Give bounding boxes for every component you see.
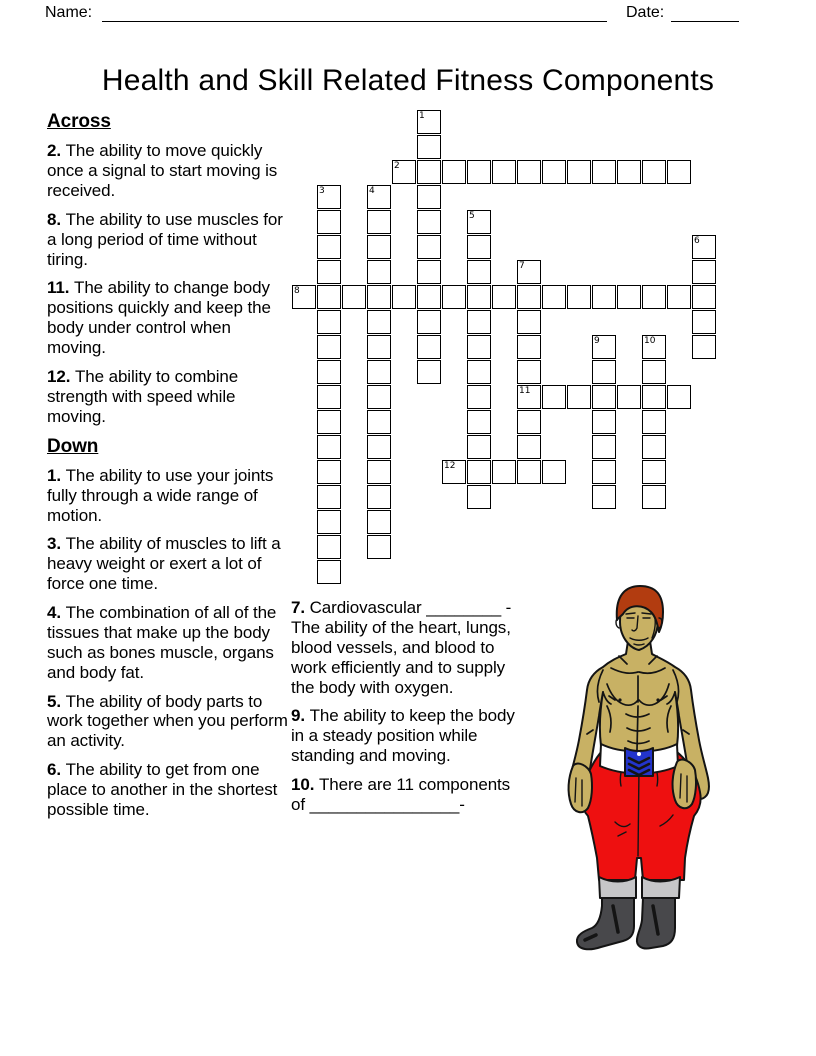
grid-cell[interactable] (567, 160, 591, 184)
grid-cell[interactable] (517, 410, 541, 434)
grid-cell[interactable] (617, 385, 641, 409)
grid-cell[interactable] (317, 210, 341, 234)
clue-number: 2. (47, 141, 61, 161)
grid-cell[interactable] (467, 410, 491, 434)
grid-cell[interactable] (617, 285, 641, 309)
grid-clue-number: 11 (519, 386, 531, 396)
grid-cell[interactable] (517, 460, 541, 484)
grid-cell[interactable] (642, 160, 666, 184)
grid-cell[interactable] (467, 360, 491, 384)
grid-cell[interactable] (417, 160, 441, 184)
page-title: Health and Skill Related Fitness Components (101, 64, 715, 98)
clues-middle-column (291, 598, 519, 824)
grid-cell[interactable] (367, 485, 391, 509)
grid-cell[interactable] (317, 335, 341, 359)
clue-2: 2. The ability to move quickly once a signal to start moving is received. (47, 141, 278, 200)
grid-cell[interactable] (667, 385, 691, 409)
grid-cell[interactable] (567, 285, 591, 309)
grid-cell[interactable] (517, 360, 541, 384)
grid-cell[interactable] (467, 235, 491, 259)
grid-cell[interactable] (642, 360, 666, 384)
grid-cell[interactable] (692, 285, 716, 309)
grid-cell[interactable] (367, 335, 391, 359)
grid-cell[interactable] (542, 285, 566, 309)
man-nipple-left (618, 698, 621, 701)
grid-cell[interactable] (317, 460, 341, 484)
grid-cell[interactable] (417, 235, 441, 259)
grid-cell[interactable] (592, 160, 616, 184)
clues-left-column (47, 111, 290, 829)
grid-cell[interactable] (642, 410, 666, 434)
clue-6: 6. The ability to get from one place to another in the shortest possible time. (47, 760, 278, 819)
grid-cell[interactable] (367, 510, 391, 534)
grid-clue-number: 10 (644, 336, 656, 346)
grid-cell[interactable] (642, 485, 666, 509)
grid-cell[interactable] (317, 560, 341, 584)
grid-cell[interactable] (592, 410, 616, 434)
clue-number: 9. (291, 706, 305, 726)
grid-cell[interactable] (392, 285, 416, 309)
grid-cell[interactable] (417, 310, 441, 334)
clue-number: 7. (291, 598, 305, 617)
grid-cell[interactable] (317, 235, 341, 259)
grid-cell[interactable] (417, 335, 441, 359)
grid-cell[interactable] (492, 460, 516, 484)
grid-cell[interactable] (367, 360, 391, 384)
grid-cell[interactable] (367, 210, 391, 234)
grid-cell[interactable] (467, 310, 491, 334)
grid-cell[interactable] (417, 185, 441, 209)
clue-number: 11. (47, 278, 70, 298)
clue-12: 12. The ability to combine strength with speed while moving. (47, 366, 239, 426)
grid-cell[interactable] (317, 185, 341, 209)
clue-11: 11. The ability to change body positions quickly and keep the body under control when moving. (47, 278, 271, 358)
clue-3: 3. The ability of muscles to lift a heavy weight or exert a lot of force one time. (47, 534, 281, 594)
grid-cell[interactable] (467, 210, 491, 234)
grid-cell[interactable] (642, 435, 666, 459)
grid-cell[interactable] (367, 385, 391, 409)
grid-clue-number: 3 (319, 186, 325, 196)
grid-cell[interactable] (317, 510, 341, 534)
name-blank-line[interactable] (102, 4, 607, 22)
man-hand-right (673, 760, 696, 809)
grid-cell[interactable] (442, 160, 466, 184)
grid-cell[interactable] (467, 160, 491, 184)
date-label: Date: (626, 4, 665, 21)
clue-number: 12. (47, 366, 71, 386)
grid-cell[interactable] (417, 135, 441, 159)
clue-8: 8. The ability to use muscles for a long period of time without tiring. (47, 209, 283, 269)
grid-cell[interactable] (342, 285, 366, 309)
grid-cell[interactable] (467, 385, 491, 409)
grid-cell[interactable] (367, 310, 391, 334)
grid-cell[interactable] (617, 160, 641, 184)
across-clues-list (47, 141, 290, 426)
grid-cell[interactable] (317, 485, 341, 509)
grid-cell[interactable] (592, 385, 616, 409)
grid-cell[interactable] (492, 160, 516, 184)
man-nipple-right (656, 698, 659, 701)
grid-cell[interactable] (392, 160, 416, 184)
clue-number: 4. (47, 603, 61, 623)
grid-cell[interactable] (517, 385, 541, 409)
clue-number: 8. (47, 209, 61, 229)
grid-cell[interactable] (542, 160, 566, 184)
grid-cell[interactable] (567, 385, 591, 409)
date-blank-line[interactable] (671, 4, 739, 22)
clue-9: 9. The ability to keep the body in a steady position while standing and moving. (291, 706, 515, 766)
grid-cell[interactable] (642, 285, 666, 309)
down-clues-list-first (47, 466, 290, 820)
grid-cell[interactable] (642, 460, 666, 484)
grid-cell[interactable] (317, 285, 341, 309)
grid-cell[interactable] (317, 410, 341, 434)
grid-clue-number: 12 (444, 461, 456, 471)
grid-cell[interactable] (592, 485, 616, 509)
grid-cell[interactable] (592, 335, 616, 359)
down-clues-list-second (291, 598, 519, 815)
grid-cell[interactable] (467, 460, 491, 484)
grid-cell[interactable] (642, 335, 666, 359)
clue-number: 1. (47, 465, 61, 485)
grid-clue-number: 7 (519, 261, 525, 271)
clue-5: 5. The ability of body parts to work together when you perform an activity. (47, 691, 288, 751)
grid-cell[interactable] (367, 435, 391, 459)
grid-cell[interactable] (592, 360, 616, 384)
man-belt-dot (637, 752, 641, 756)
grid-cell[interactable] (517, 310, 541, 334)
grid-cell[interactable] (467, 435, 491, 459)
grid-clue-number: 5 (469, 211, 475, 221)
grid-cell[interactable] (367, 460, 391, 484)
grid-cell[interactable] (317, 385, 341, 409)
grid-cell[interactable] (417, 360, 441, 384)
grid-cell[interactable] (517, 260, 541, 284)
grid-cell[interactable] (417, 285, 441, 309)
grid-cell[interactable] (317, 260, 341, 284)
grid-cell[interactable] (592, 460, 616, 484)
grid-cell[interactable] (667, 160, 691, 184)
clue-7: 7. Cardiovascular ________ - The ability of the heart, lungs, blood vessels, and blood to work efficiently and to supply the body with oxygen. (291, 598, 512, 697)
clue-10: 10. There are 11 components of ________________- (291, 775, 511, 814)
muscular-man-illustration (563, 584, 715, 964)
grid-cell[interactable] (292, 285, 316, 309)
grid-clue-number: 1 (419, 111, 425, 121)
grid-clue-number: 6 (694, 236, 700, 246)
grid-cell[interactable] (417, 110, 441, 134)
grid-cell[interactable] (667, 285, 691, 309)
clue-1: 1. The ability to use your joints fully through a wide range of motion. (47, 465, 274, 525)
grid-clue-number: 8 (294, 286, 300, 296)
grid-cell[interactable] (517, 285, 541, 309)
grid-cell[interactable] (367, 410, 391, 434)
grid-cell[interactable] (367, 185, 391, 209)
crossword-grid (292, 110, 717, 585)
grid-clue-number: 2 (394, 161, 400, 171)
man-hand-left (569, 764, 592, 813)
grid-cell[interactable] (317, 535, 341, 559)
name-label: Name: (45, 4, 93, 21)
grid-cell[interactable] (467, 285, 491, 309)
grid-clue-number: 9 (594, 336, 600, 346)
grid-cell[interactable] (542, 460, 566, 484)
grid-cell[interactable] (492, 285, 516, 309)
grid-cell[interactable] (467, 485, 491, 509)
grid-cell[interactable] (442, 285, 466, 309)
grid-cell[interactable] (317, 310, 341, 334)
grid-cell[interactable] (542, 385, 566, 409)
grid-cell[interactable] (692, 335, 716, 359)
grid-cell[interactable] (467, 335, 491, 359)
grid-cell[interactable] (467, 260, 491, 284)
across-heading: Across (47, 111, 111, 132)
grid-cell[interactable] (592, 285, 616, 309)
grid-cell[interactable] (517, 335, 541, 359)
grid-cell[interactable] (417, 210, 441, 234)
grid-cell[interactable] (692, 260, 716, 284)
clue-number: 6. (47, 760, 61, 780)
grid-cell[interactable] (367, 535, 391, 559)
grid-cell[interactable] (317, 360, 341, 384)
grid-cell[interactable] (517, 435, 541, 459)
grid-cell[interactable] (367, 260, 391, 284)
grid-cell[interactable] (417, 260, 441, 284)
grid-cell[interactable] (642, 385, 666, 409)
clue-number: 3. (47, 534, 61, 554)
grid-cell[interactable] (517, 160, 541, 184)
clue-4: 4. The combination of all of the tissues that make up the body such as bones muscle, organs and body fat. (47, 603, 277, 682)
grid-cell[interactable] (367, 285, 391, 309)
grid-cell[interactable] (367, 235, 391, 259)
grid-cell[interactable] (592, 435, 616, 459)
down-heading: Down (47, 435, 99, 457)
clue-number: 5. (47, 691, 61, 711)
clue-number: 10. (291, 775, 315, 794)
grid-cell[interactable] (692, 310, 716, 334)
grid-cell[interactable] (692, 235, 716, 259)
grid-cell[interactable] (442, 460, 466, 484)
grid-clue-number: 4 (369, 186, 375, 196)
grid-cell[interactable] (317, 435, 341, 459)
